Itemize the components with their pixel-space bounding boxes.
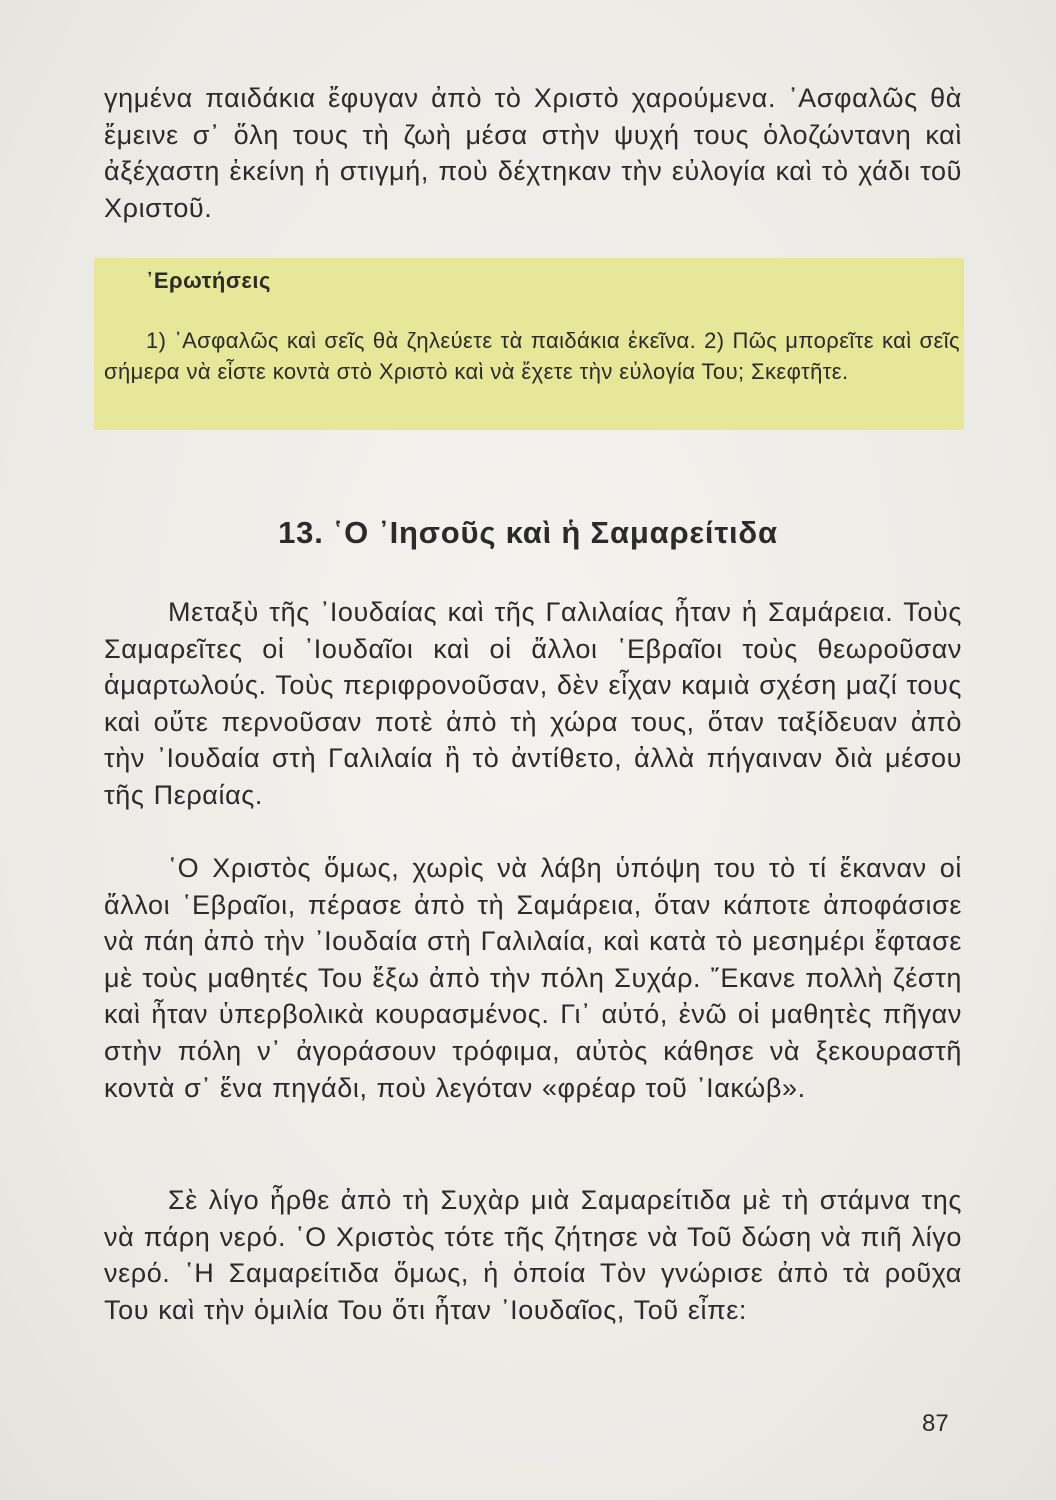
questions-text: 1) ᾿Ασφαλῶς καὶ σεῖς θὰ ζηλεύετε τὰ παιδάκια ἐκεῖνα. 2) Πῶς μπορεῖτε καὶ σεῖς σήμερα νὰ εἶστε κοντὰ στὸ Χριστὸ καὶ νὰ ἔχετε τὴν εὐλογία Του; Σκεφτῆτε. <box>104 328 960 384</box>
page-number: 87 <box>922 1410 949 1437</box>
intro-paragraph: γημένα παιδάκια ἔφυγαν ἀπὸ τὸ Χριστὸ χαρούμενα. ᾿Ασφαλῶς θὰ ἔμεινε σ᾿ ὅλη τους τὴ ζωὴ μέσα στὴν ψυχή τους ὁλοζώντανη καὶ ἀξέχαστη ἐκείνη ἡ στιγμή, ποὺ δέχτηκαν τὴν εὐλογία καὶ τὸ χάδι τοῦ Χριστοῦ. <box>104 83 962 223</box>
body-paragraph-2: ῾Ο Χριστὸς ὅμως, χωρὶς νὰ λάβη ὑπόψη του τὸ τί ἔκαναν οἱ ἄλλοι ῾Εβραῖοι, πέρασε ἀπὸ τὴ Σαμάρεια, ὅταν κάποτε ἀποφάσισε νὰ πάη ἀπὸ τὴν ᾿Ιουδαία στὴ Γαλιλαία, καὶ κατὰ τὸ μεσημέρι ἔφτασε μὲ τοὺς μαθητές Του ἔξω ἀπὸ τὴν πόλη Συχάρ. ῎Εκανε πολλὴ ζέστη καὶ ἦταν ὑπερβολικὰ κουρασμένος. Γι᾿ αὐτό, ἐνῶ οἱ μαθητὲς πῆγαν στὴν πόλη ν᾿ ἀγοράσουν τρόφιμα, αὐτὸς κάθησε νὰ ξεκουραστῆ κοντὰ σ᾿ ἕνα πηγάδι, ποὺ λεγόταν «φρέαρ τοῦ ᾿Ιακώβ». <box>104 853 962 1103</box>
chapter-title: 13. ῾Ο ᾿Ιησοῦς καὶ ἡ Σαμαρείτιδα <box>278 515 778 550</box>
body-paragraph-3: Σὲ λίγο ἦρθε ἀπὸ τὴ Συχὰρ μιὰ Σαμαρείτιδα μὲ τὴ στάμνα της νὰ πάρη νερό. ῾Ο Χριστὸς τότε τῆς ζήτησε νὰ Τοῦ δώση νὰ πιῆ λίγο νερό. ῾Η Σαμαρείτιδα ὅμως, ἡ ὁποία Τὸν γνώρισε ἀπὸ τὰ ροῦχα Του καὶ τὴν ὁμιλία Του ὅτι ἦταν ᾿Ιουδαῖος, Τοῦ εἶπε: <box>104 1185 962 1325</box>
body-paragraph-1: Μεταξὺ τῆς ᾿Ιουδαίας καὶ τῆς Γαλιλαίας ἦταν ἡ Σαμάρεια. Τοὺς Σαμαρεῖτες οἱ ᾿Ιουδαῖοι καὶ οἱ ἄλλοι ῾Εβραῖοι τοὺς θεωροῦσαν ἁμαρτωλούς. Τοὺς περιφρονοῦσαν, δὲν εἶχαν καμιὰ σχέση μαζί τους καὶ οὔτε περνοῦσαν ποτὲ ἀπὸ τὴ χώρα τους, ὅταν ταξίδευαν ἀπὸ τὴν ᾿Ιουδαία στὴ Γαλιλαία ἢ τὸ ἀντίθετο, ἀλλὰ πήγαιναν διὰ μέσου τῆς Περαίας. <box>104 597 962 810</box>
questions-title: ᾿Ερωτήσεις <box>146 268 271 293</box>
